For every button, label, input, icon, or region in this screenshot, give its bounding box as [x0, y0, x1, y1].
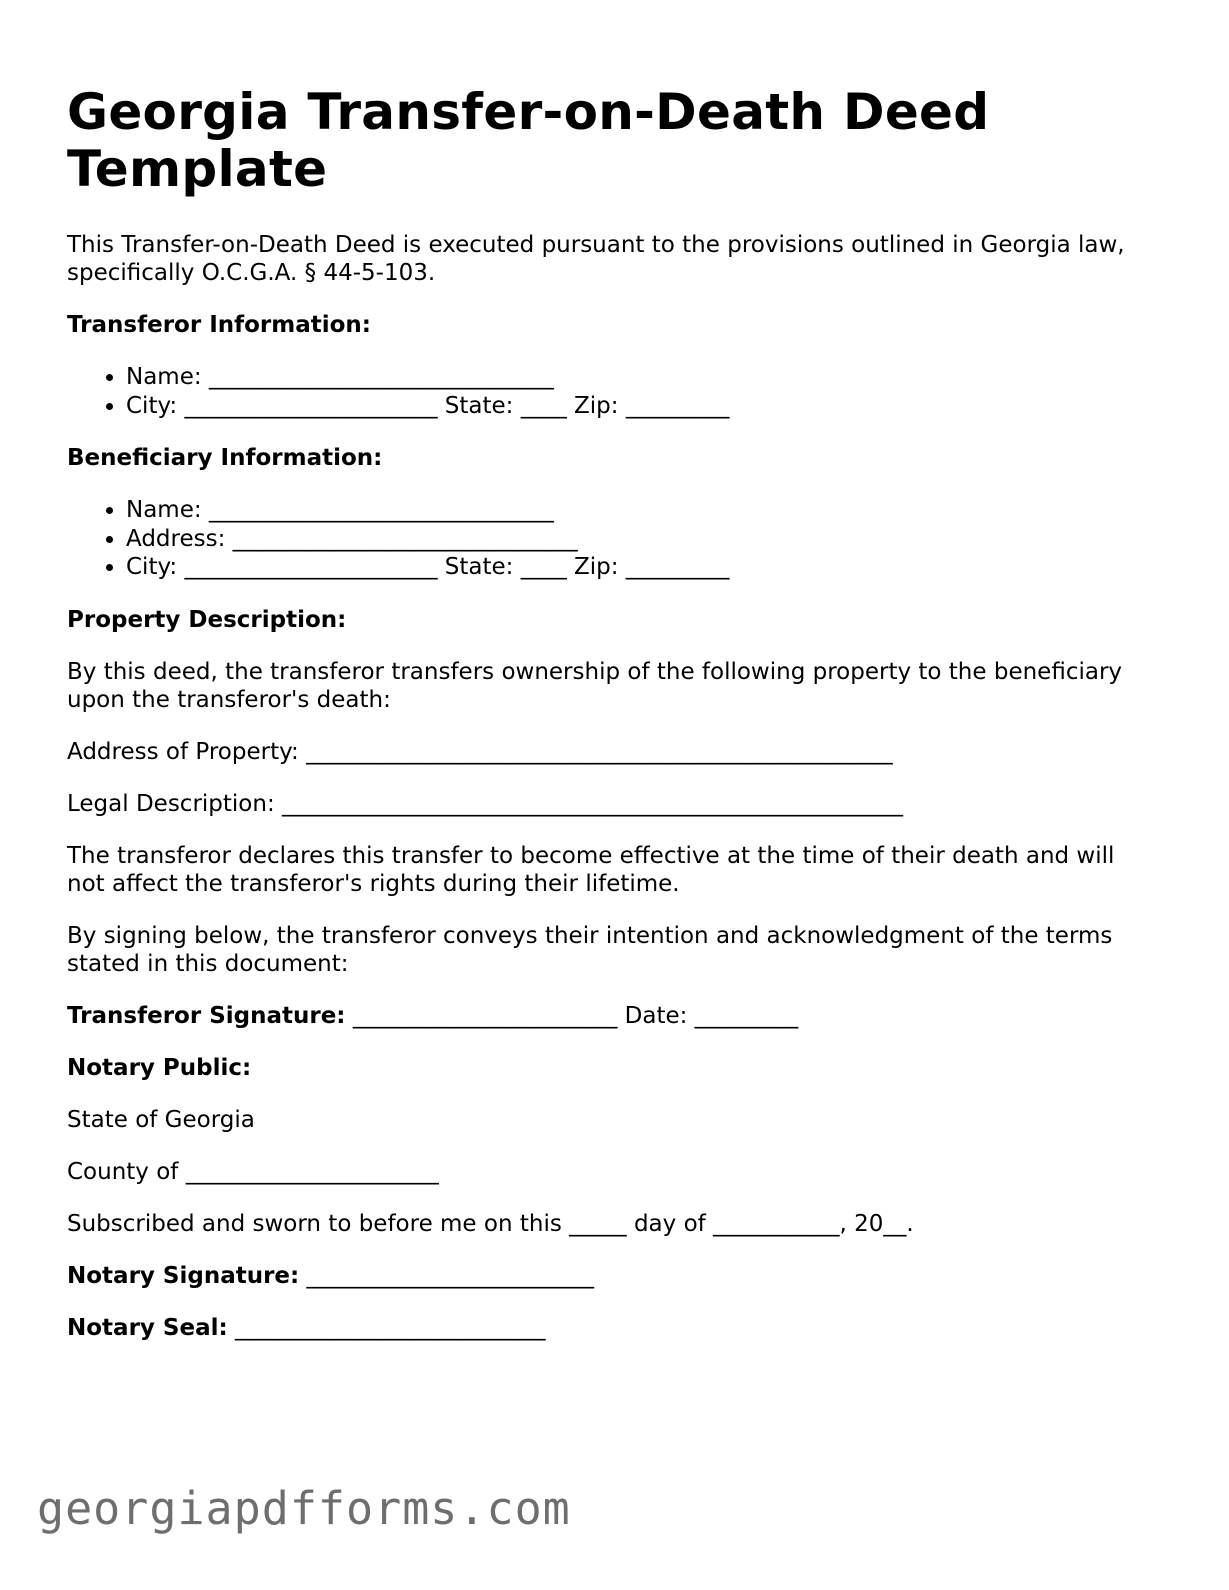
- notary-sworn-line: Subscribed and sworn to before me on this _____ day of ___________, 20__.: [67, 1210, 914, 1237]
- property-address-field: Address of Property: ___________________________________________________: [67, 738, 893, 765]
- notary-state: State of Georgia: [67, 1106, 255, 1133]
- watermark: georgiapdfforms.com: [37, 1482, 571, 1535]
- notary-heading: Notary Public:: [67, 1054, 252, 1081]
- transferor-signature-blank: _______________________: [352, 1002, 618, 1029]
- beneficiary-heading: Beneficiary Information:: [67, 445, 383, 471]
- notary-seal-line: [67, 1314, 1157, 1342]
- notary-seal-blank: ___________________________: [235, 1314, 546, 1341]
- transferor-heading: Transferor Information:: [67, 312, 372, 338]
- beneficiary-name-field: • Name: ______________________________: [126, 496, 1157, 525]
- notary-signature-blank: _________________________: [306, 1262, 595, 1289]
- page-title: Georgia Transfer-on-Death Deed Template: [67, 83, 990, 198]
- transferor-signature-label: Transferor Signature:: [67, 1002, 346, 1029]
- transferor-name-field: • Name: ______________________________: [126, 363, 1157, 392]
- declaration-paragraph: The transferor declares this transfer to become effective at the time of their death and will not affect the transferor's rights during their lifetime.: [67, 842, 1115, 897]
- document: [67, 84, 1157, 1366]
- transferor-city-field: • City: ______________________ State: ____ Zip: _________: [126, 392, 1157, 421]
- beneficiary-city-field: • City: ______________________ State: ____ Zip: _________: [126, 553, 1157, 582]
- signature-date-field: Date: _________: [624, 1002, 799, 1029]
- beneficiary-fields: [67, 496, 1157, 582]
- property-heading: Property Description:: [67, 606, 347, 633]
- notary-signature-line: [67, 1262, 1157, 1290]
- transferor-fields: [67, 363, 1157, 420]
- notary-seal-label: Notary Seal:: [67, 1314, 228, 1341]
- beneficiary-address-field: • Address: ______________________________: [126, 525, 1157, 554]
- intro-paragraph: This Transfer-on-Death Deed is executed pursuant to the provisions outlined in Georgia law, specifically O.C.G.A. § 44-5-103.: [67, 232, 1125, 286]
- property-intro: By this deed, the transferor transfers ownership of the following property to the beneficiary upon the transferor's death:: [67, 658, 1123, 713]
- notary-signature-label: Notary Signature:: [67, 1262, 300, 1289]
- acknowledgment-paragraph: By signing below, the transferor conveys their intention and acknowledgment of the terms stated in this document:: [67, 922, 1113, 977]
- notary-county-field: County of ______________________: [67, 1158, 439, 1185]
- transferor-signature-line: [67, 1002, 1157, 1030]
- legal-description-field: Legal Description: ______________________________________________________: [67, 790, 904, 817]
